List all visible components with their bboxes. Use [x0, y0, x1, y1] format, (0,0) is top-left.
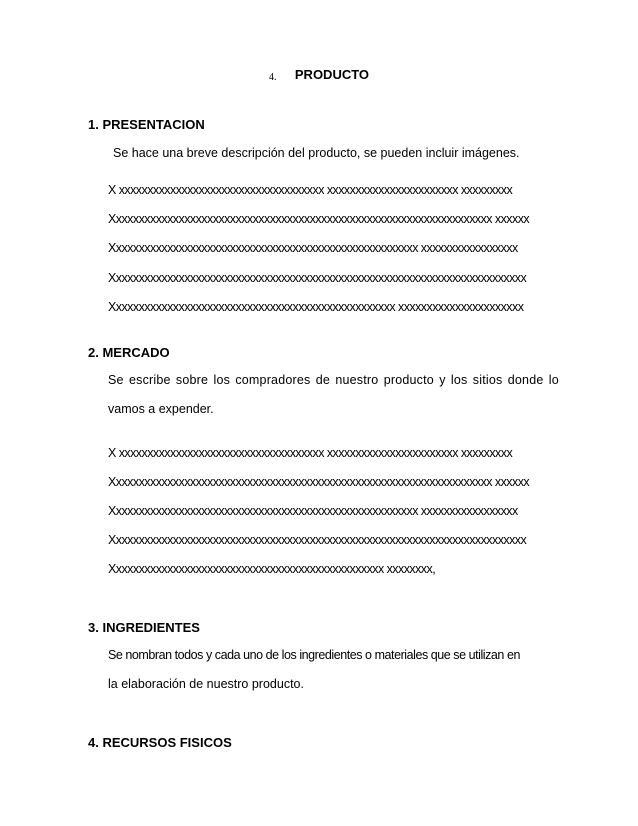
section-heading-presentacion: 1. PRESENTACION: [88, 117, 205, 132]
section-heading-mercado: 2. MERCADO: [88, 345, 170, 360]
placeholder-line: X xxxxxxxxxxxxxxxxxxxxxxxxxxxxxxxxxxxx xxxxxxxxxxxxxxxxxxxxxxx xxxxxxxxx: [108, 446, 513, 460]
section-paragraph-line: Se nombran todos y cada uno de los ingredientes o materiales que se utilizan en: [108, 648, 520, 662]
page-title: [0, 66, 638, 84]
title-number: 4.: [268, 72, 277, 83]
placeholder-line: Xxxxxxxxxxxxxxxxxxxxxxxxxxxxxxxxxxxxxxxxxxxxxxxxxxxxxx xxxxxxxxxxxxxxxxx: [108, 241, 518, 255]
placeholder-line: Xxxxxxxxxxxxxxxxxxxxxxxxxxxxxxxxxxxxxxxxxxxxxxxx xxxxxxxx,: [108, 562, 436, 576]
placeholder-line: Xxxxxxxxxxxxxxxxxxxxxxxxxxxxxxxxxxxxxxxxxxxxxxxxxxxxxxxxxxxxxxxxxxx xxxxxx: [108, 475, 530, 489]
section-paragraph-line: vamos a expender.: [108, 402, 214, 416]
section-heading-ingredientes: 3. INGREDIENTES: [88, 620, 200, 635]
section-paragraph-presentacion: Se hace una breve descripción del producto, se pueden incluir imágenes.: [113, 146, 520, 160]
section-paragraph-line: la elaboración de nuestro producto.: [108, 677, 304, 691]
section-paragraph-line: Se escribe sobre los compradores de nuestro producto y los sitios donde lo: [108, 373, 559, 387]
placeholder-line: Xxxxxxxxxxxxxxxxxxxxxxxxxxxxxxxxxxxxxxxxxxxxxxxxxxxxxxxxxxxxxxxxxxx xxxxxx: [108, 212, 530, 226]
placeholder-line: Xxxxxxxxxxxxxxxxxxxxxxxxxxxxxxxxxxxxxxxxxxxxxxxxxxxxxxxxxxxxxxxxxxxxxxxxx: [108, 271, 527, 285]
section-heading-recursos-fisicos: 4. RECURSOS FISICOS: [88, 735, 232, 750]
title-text: PRODUCTO: [294, 67, 370, 82]
placeholder-line: Xxxxxxxxxxxxxxxxxxxxxxxxxxxxxxxxxxxxxxxxxxxxxxxxxxxxxxxxxxxxxxxxxxxxxxxxx: [108, 533, 527, 547]
placeholder-line: X xxxxxxxxxxxxxxxxxxxxxxxxxxxxxxxxxxxx xxxxxxxxxxxxxxxxxxxxxxx xxxxxxxxx: [108, 183, 513, 197]
placeholder-line: Xxxxxxxxxxxxxxxxxxxxxxxxxxxxxxxxxxxxxxxxxxxxxxxxxx xxxxxxxxxxxxxxxxxxxxxx: [108, 300, 524, 314]
placeholder-line: Xxxxxxxxxxxxxxxxxxxxxxxxxxxxxxxxxxxxxxxxxxxxxxxxxxxxxx xxxxxxxxxxxxxxxxx: [108, 504, 518, 518]
